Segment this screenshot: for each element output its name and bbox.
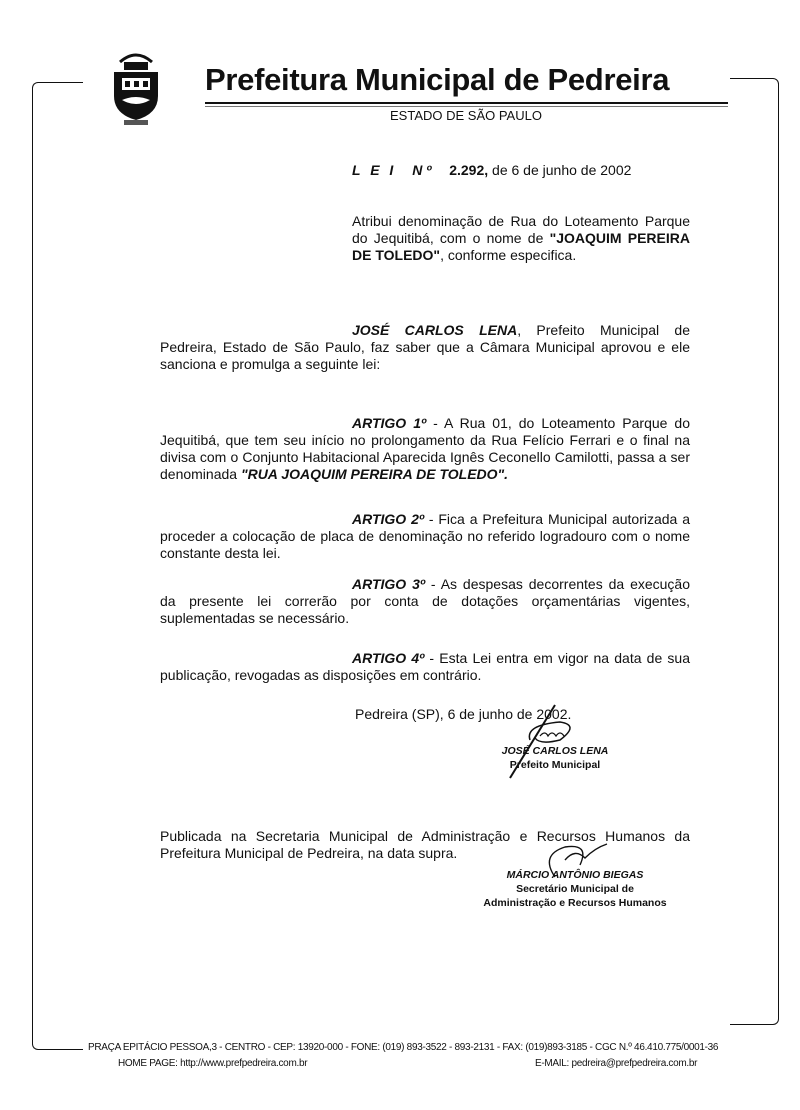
signer-department: Administração e Recursos Humanos: [483, 897, 667, 909]
mayor-signature-block: [480, 744, 630, 772]
preamble-text: , Prefeito Municipal de Pedreira, Estado de São Paulo, faz saber que a Câmara Municipal aprovou e ele sanciona e promulga a seguinte lei:: [160, 322, 690, 372]
ementa-text: Atribui denominação de Rua do Loteamento Parque do Jequitibá, com o nome de: [352, 213, 690, 246]
article-street-name: "RUA JOAQUIM PEREIRA DE TOLEDO".: [240, 466, 509, 482]
header-rule-thin: [205, 106, 728, 107]
lei-label: L E I: [352, 162, 397, 178]
law-heading: [352, 162, 631, 178]
institution-title: Prefeitura Municipal de Pedreira: [205, 62, 670, 97]
article-text: - As despesas decorrentes da execução da presente lei correrão por conta de dotações orçamentárias vigentes, suplementadas se necessário.: [160, 576, 690, 626]
secretary-signature-block: [455, 868, 695, 910]
footer-email: E-MAIL: pedreira@prefpedreira.com.br: [535, 1058, 698, 1069]
article-label: ARTIGO 3º: [352, 576, 425, 592]
numero-label: N º: [412, 162, 432, 178]
article-text: - A Rua 01, do Loteamento Parque do Jequitibá, que tem seu início no prolongamento da Rua Felício Ferrari e o final na divisa com o Conjunto Habitacional Aparecida Ignês Ceconello Camilotti, passa a ser denominada: [160, 415, 691, 482]
article-label: ARTIGO 2º: [352, 511, 424, 527]
article-1: [160, 415, 690, 483]
article-2: [160, 511, 690, 562]
municipal-crest-logo: [110, 48, 162, 126]
publication-note: Publicada na Secretaria Municipal de Administração e Recursos Humanos da Prefeitura Municipal de Pedreira, na data supra.: [160, 828, 690, 861]
header-rule: [205, 102, 728, 104]
article-label: ARTIGO 4º: [352, 650, 425, 666]
law-date: de 6 de junho de 2002: [488, 162, 632, 178]
signer-name: JOSÉ CARLOS LENA: [501, 745, 609, 757]
page-frame-right: [730, 78, 779, 1025]
mayor-name: JOSÉ CARLOS LENA: [352, 322, 518, 338]
preamble: [160, 322, 690, 373]
footer-address: PRAÇA EPITÁCIO PESSOA,3 - CENTRO - CEP: 13920-000 - FONE: (019) 893-3522 - 893-2131 - FAX: (019)893-3185 - CGC N.º 46.410.775/0001-36: [88, 1042, 719, 1053]
article-3: [160, 576, 690, 627]
article-label: ARTIGO 1º: [352, 415, 427, 431]
page-frame-left: [32, 82, 83, 1050]
ementa-street-name: "JOAQUIM PEREIRA DE TOLEDO": [352, 230, 690, 263]
ementa-text-end: , conforme especifica.: [440, 247, 577, 263]
article-text: - Fica a Prefeitura Municipal autorizada a proceder a colocação de placa de denominação no referido logradouro com o nome constante desta lei.: [160, 511, 690, 561]
state-subtitle: ESTADO DE SÃO PAULO: [390, 108, 542, 123]
signer-role: Secretário Municipal de: [516, 883, 634, 895]
article-4: [160, 650, 690, 684]
place-date: Pedreira (SP), 6 de junho de 2002.: [355, 706, 572, 722]
signer-role: Prefeito Municipal: [509, 759, 601, 771]
footer-homepage: HOME PAGE: http://www.prefpedreira.com.br: [118, 1058, 308, 1069]
ementa: [352, 213, 690, 264]
article-text: - Esta Lei entra em vigor na data de sua publicação, revogadas as disposições em contrário.: [160, 650, 690, 683]
law-number: 2.292,: [449, 162, 489, 178]
signer-name: MÁRCIO ANTÔNIO BIEGAS: [506, 869, 644, 881]
